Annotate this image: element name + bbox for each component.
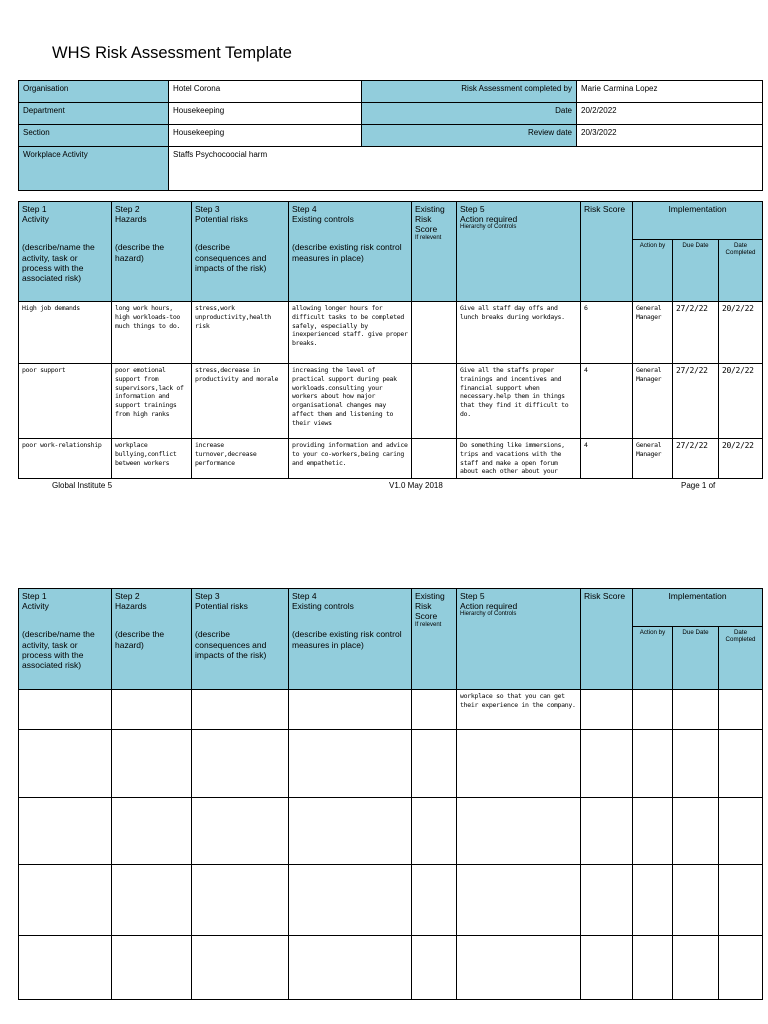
risk-table-page1 — [18, 201, 763, 479]
completed-by-value: Marie Carmina Lopez — [577, 81, 763, 103]
completed-cell — [719, 690, 763, 730]
step1-name: Activity — [22, 214, 49, 225]
table-row — [19, 798, 763, 865]
existing-score-label: Existing Risk Score — [415, 591, 445, 622]
workplace-activity-label: Workplace Activity — [19, 147, 169, 191]
empty-cell — [112, 936, 192, 1000]
activity-cell — [19, 690, 112, 730]
header-action-by: Action by — [633, 240, 673, 302]
score-cell: 4 — [581, 364, 633, 439]
step2-title: Step 2 — [115, 591, 140, 601]
step1-title: Step 1 — [22, 204, 47, 214]
date-label: Date — [362, 103, 577, 125]
existing-score-label: Existing Risk Score — [415, 204, 445, 235]
table-row — [19, 690, 763, 730]
action-cell: Give all staff day offs and lunch breaks during workdays. — [457, 302, 581, 364]
step3-title: Step 3 — [195, 591, 220, 601]
step2-name: Hazards — [115, 214, 147, 225]
existing-score-cell — [412, 364, 457, 439]
step2-title: Step 2 — [115, 204, 140, 214]
activity-cell: High job demands — [19, 302, 112, 364]
step5-name: Action required — [460, 214, 518, 225]
department-label: Department — [19, 103, 169, 125]
empty-cell — [673, 936, 719, 1000]
step4-desc: (describe existing risk control measures in place) — [292, 242, 402, 263]
empty-cell — [412, 936, 457, 1000]
department-value: Housekeeping — [169, 103, 362, 125]
empty-cell — [633, 865, 673, 936]
header-risk-score: Risk Score — [581, 589, 633, 690]
header-step1 — [19, 202, 112, 302]
step1-desc: (describe/name the activity, task or process with the associated risk) — [22, 629, 95, 670]
empty-cell — [412, 865, 457, 936]
step3-desc: (describe consequences and impacts of the risk) — [195, 242, 267, 273]
header-implementation: Implementation — [633, 589, 763, 627]
empty-cell — [289, 865, 412, 936]
risk-cell — [192, 690, 289, 730]
section-label: Section — [19, 125, 169, 147]
step5-note: Hierarchy of Controls — [460, 611, 517, 618]
hazard-cell: long work hours, high workloads-too much things to do. — [112, 302, 192, 364]
hazard-cell: workplace bullying,conflict between workers — [112, 439, 192, 479]
existing-score-cell — [412, 439, 457, 479]
step1-title: Step 1 — [22, 591, 47, 601]
empty-cell — [289, 730, 412, 798]
header-step3 — [192, 202, 289, 302]
table-row — [19, 730, 763, 798]
empty-cell — [457, 730, 581, 798]
step1-desc: (describe/name the activity, task or process with the associated risk) — [22, 242, 95, 283]
empty-cell — [192, 730, 289, 798]
empty-cell — [581, 936, 633, 1000]
empty-cell — [719, 798, 763, 865]
header-step2 — [112, 202, 192, 302]
header-step5 — [457, 202, 581, 302]
section-value: Housekeeping — [169, 125, 362, 147]
activity-cell: poor work-relationship — [19, 439, 112, 479]
empty-cell — [19, 936, 112, 1000]
header-implementation: Implementation — [633, 202, 763, 240]
empty-cell — [581, 798, 633, 865]
risk-cell: stress,work unproductivity,health risk — [192, 302, 289, 364]
table-row — [19, 364, 763, 439]
completed-by-label: Risk Assessment completed by — [362, 81, 577, 103]
step3-name: Potential risks — [195, 601, 248, 612]
empty-cell — [192, 798, 289, 865]
document-title: WHS Risk Assessment Template — [52, 44, 292, 62]
step2-desc: (describe the hazard) — [115, 242, 165, 263]
completed-cell: 20/2/22 — [719, 302, 763, 364]
empty-cell — [673, 730, 719, 798]
due-date-cell: 27/2/22 — [673, 364, 719, 439]
score-cell: 6 — [581, 302, 633, 364]
header-date-completed: Date Completed — [719, 240, 763, 302]
existing-score-note: If relevent — [415, 234, 442, 241]
header-risk-score: Risk Score — [581, 202, 633, 302]
empty-cell — [719, 865, 763, 936]
empty-cell — [112, 865, 192, 936]
action-by-cell: General Manager — [633, 364, 673, 439]
step3-title: Step 3 — [195, 204, 220, 214]
step3-name: Potential risks — [195, 214, 248, 225]
empty-cell — [673, 798, 719, 865]
step5-note: Hierarchy of Controls — [460, 224, 517, 231]
risk-table-page2 — [18, 588, 763, 1000]
step4-title: Step 4 — [292, 591, 317, 601]
due-date-cell: 27/2/22 — [673, 302, 719, 364]
step4-title: Step 4 — [292, 204, 317, 214]
workplace-activity-value: Staffs Psychocoocial harm — [169, 147, 763, 191]
table-row — [19, 865, 763, 936]
info-table — [18, 80, 763, 191]
action-cell: workplace so that you can get their experience in the company. — [457, 690, 581, 730]
empty-cell — [457, 936, 581, 1000]
review-date-value: 20/3/2022 — [577, 125, 763, 147]
header-due-date: Due Date — [673, 627, 719, 690]
step4-desc: (describe existing risk control measures in place) — [292, 629, 402, 650]
organisation-value: Hotel Corona — [169, 81, 362, 103]
empty-cell — [633, 730, 673, 798]
empty-cell — [289, 798, 412, 865]
step4-name: Existing controls — [292, 214, 354, 225]
controls-cell: allowing longer hours for difficult tasks to be completed safely, especially by inexperienced staff. give proper breaks. — [289, 302, 412, 364]
header-step3 — [192, 589, 289, 690]
empty-cell — [112, 798, 192, 865]
step2-name: Hazards — [115, 601, 147, 612]
empty-cell — [719, 936, 763, 1000]
table-row — [19, 936, 763, 1000]
empty-cell — [19, 730, 112, 798]
step5-name: Action required — [460, 601, 518, 612]
step1-name: Activity — [22, 601, 49, 612]
empty-cell — [19, 865, 112, 936]
footer-right: Page 1 of — [681, 481, 716, 490]
footer-left: Global Institute 5 — [52, 481, 113, 490]
action-cell: Give all the staffs proper trainings and incentives and financial support when necessary.help them in things that they find it difficult to do. — [457, 364, 581, 439]
empty-cell — [719, 730, 763, 798]
risk-cell: increase turnover,decrease performance — [192, 439, 289, 479]
empty-cell — [192, 865, 289, 936]
header-step5 — [457, 589, 581, 690]
action-by-cell — [633, 690, 673, 730]
score-cell: 4 — [581, 439, 633, 479]
hazard-cell — [112, 690, 192, 730]
controls-cell: increasing the level of practical support during peak workloads.consulting your workers about how major organisational changes may affect them and listening to their views — [289, 364, 412, 439]
empty-cell — [673, 865, 719, 936]
existing-score-cell — [412, 302, 457, 364]
empty-cell — [581, 865, 633, 936]
table-row — [19, 302, 763, 364]
score-cell — [581, 690, 633, 730]
empty-cell — [633, 936, 673, 1000]
header-step4 — [289, 589, 412, 690]
review-date-label: Review date — [362, 125, 577, 147]
header-step4 — [289, 202, 412, 302]
header-due-date: Due Date — [673, 240, 719, 302]
header-existing-score — [412, 589, 457, 690]
completed-cell: 20/2/22 — [719, 364, 763, 439]
step4-name: Existing controls — [292, 601, 354, 612]
existing-score-cell — [412, 690, 457, 730]
due-date-cell — [673, 690, 719, 730]
action-cell: Do something like immersions, trips and vacations with the staff and make a open forum about each other about your — [457, 439, 581, 479]
risk-cell: stress,decrease in productivity and morale — [192, 364, 289, 439]
step5-title: Step 5 — [460, 591, 485, 601]
action-by-cell: General Manager — [633, 439, 673, 479]
step2-desc: (describe the hazard) — [115, 629, 165, 650]
header-action-by: Action by — [633, 627, 673, 690]
header-date-completed: Date Completed — [719, 627, 763, 690]
empty-cell — [112, 730, 192, 798]
date-value: 20/2/2022 — [577, 103, 763, 125]
empty-cell — [289, 936, 412, 1000]
table-row — [19, 439, 763, 479]
action-by-cell: General Manager — [633, 302, 673, 364]
existing-score-note: If relevent — [415, 621, 442, 628]
hazard-cell: poor emotional support from supervisors,lack of information and support trainings from high ranks — [112, 364, 192, 439]
empty-cell — [457, 865, 581, 936]
empty-cell — [581, 730, 633, 798]
empty-cell — [633, 798, 673, 865]
footer-center: V1.0 May 2018 — [389, 481, 443, 490]
activity-cell: poor support — [19, 364, 112, 439]
step5-title: Step 5 — [460, 204, 485, 214]
header-step2 — [112, 589, 192, 690]
header-existing-score — [412, 202, 457, 302]
empty-cell — [457, 798, 581, 865]
controls-cell: providing information and advice to your co-workers,being caring and empathetic. — [289, 439, 412, 479]
empty-cell — [19, 798, 112, 865]
organisation-label: Organisation — [19, 81, 169, 103]
controls-cell — [289, 690, 412, 730]
empty-cell — [412, 798, 457, 865]
completed-cell: 20/2/22 — [719, 439, 763, 479]
due-date-cell: 27/2/22 — [673, 439, 719, 479]
empty-cell — [412, 730, 457, 798]
empty-cell — [192, 936, 289, 1000]
header-step1 — [19, 589, 112, 690]
step3-desc: (describe consequences and impacts of the risk) — [195, 629, 267, 660]
